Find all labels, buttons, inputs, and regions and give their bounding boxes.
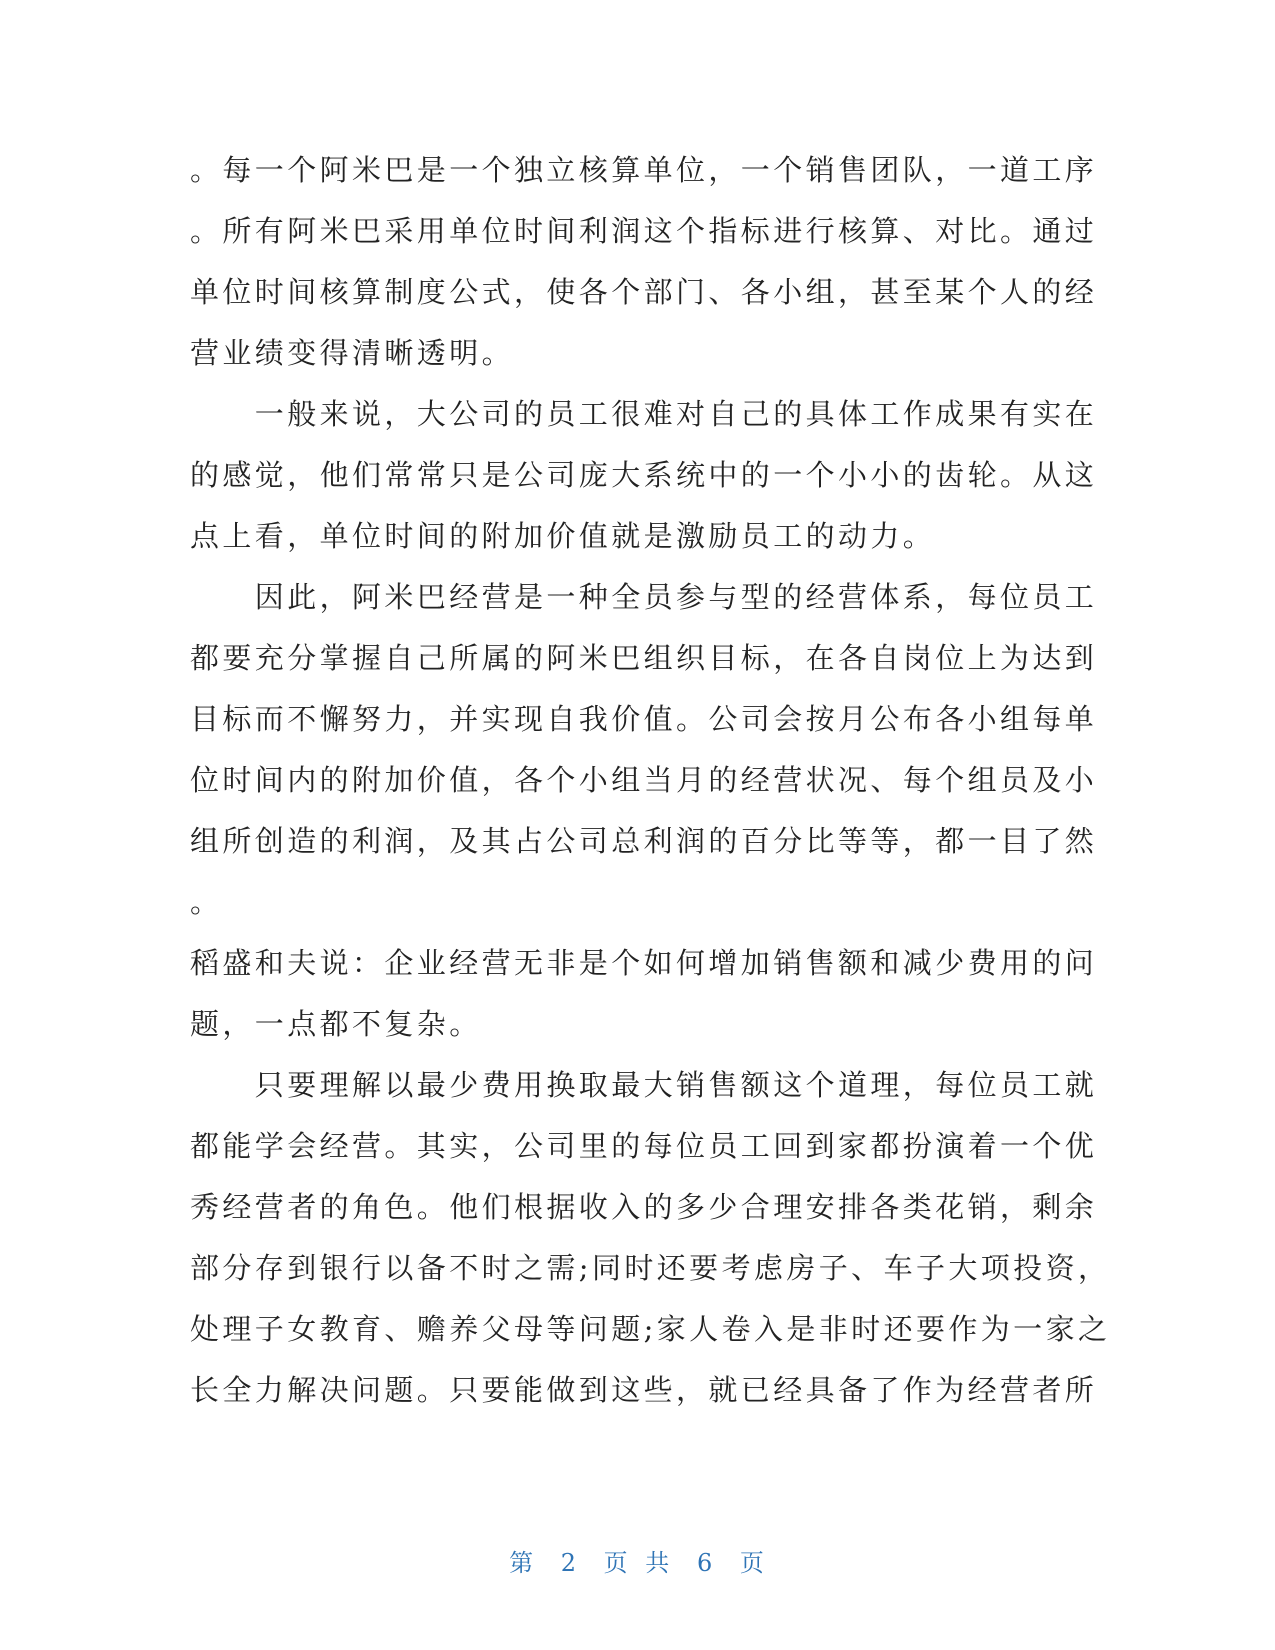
page-footer <box>0 1543 1275 1578</box>
footer-prefix: 第 <box>509 1549 536 1577</box>
text-line: 部分存到银行以备不时之需;同时还要考虑房子、车子大项投资， <box>190 1251 1111 1285</box>
text-line: 只要理解以最少费用换取最大销售额这个道理，每位员工就 <box>190 1068 1098 1102</box>
text-line: 。所有阿米巴采用单位时间利润这个指标进行核算、对比。通过 <box>190 214 1098 248</box>
footer-suffix: 页 <box>739 1549 766 1577</box>
total-page-number: 6 <box>696 1549 715 1577</box>
text-line: 处理子女教育、赡养父母等问题;家人卷入是非时还要作为一家之 <box>190 1312 1111 1346</box>
text-line: 都要充分掌握自己所属的阿米巴组织目标，在各自岗位上为达到 <box>190 641 1098 675</box>
text-line: 因此，阿米巴经营是一种全员参与型的经营体系，每位员工 <box>190 580 1098 614</box>
text-line: 题，一点都不复杂。 <box>190 1007 482 1041</box>
body-text <box>190 140 1111 1421</box>
text-line: 稻盛和夫说：企业经营无非是个如何增加销售额和减少费用的问 <box>190 946 1098 980</box>
text-line: 。 <box>190 885 223 919</box>
footer-middle: 页 共 <box>603 1549 672 1577</box>
text-line: 秀经营者的角色。他们根据收入的多少合理安排各类花销，剩余 <box>190 1190 1098 1224</box>
text-line: 单位时间核算制度公式，使各个部门、各小组，甚至某个人的经 <box>190 275 1098 309</box>
text-line: 位时间内的附加价值，各个小组当月的经营状况、每个组员及小 <box>190 763 1098 797</box>
text-line: 营业绩变得清晰透明。 <box>190 336 515 370</box>
text-line: 都能学会经营。其实，公司里的每位员工回到家都扮演着一个优 <box>190 1129 1098 1163</box>
text-line: 点上看，单位时间的附加价值就是激励员工的动力。 <box>190 519 936 553</box>
text-line: 一般来说，大公司的员工很难对自己的具体工作成果有实在 <box>190 397 1098 431</box>
text-line: 目标而不懈努力，并实现自我价值。公司会按月公布各小组每单 <box>190 702 1098 736</box>
text-line: 的感觉，他们常常只是公司庞大系统中的一个小小的齿轮。从这 <box>190 458 1098 492</box>
current-page-number: 2 <box>560 1549 579 1577</box>
text-line: 。每一个阿米巴是一个独立核算单位，一个销售团队，一道工序 <box>190 153 1098 187</box>
text-line: 组所创造的利润，及其占公司总利润的百分比等等，都一目了然 <box>190 824 1098 858</box>
text-line: 长全力解决问题。只要能做到这些，就已经具备了作为经营者所 <box>190 1373 1098 1407</box>
